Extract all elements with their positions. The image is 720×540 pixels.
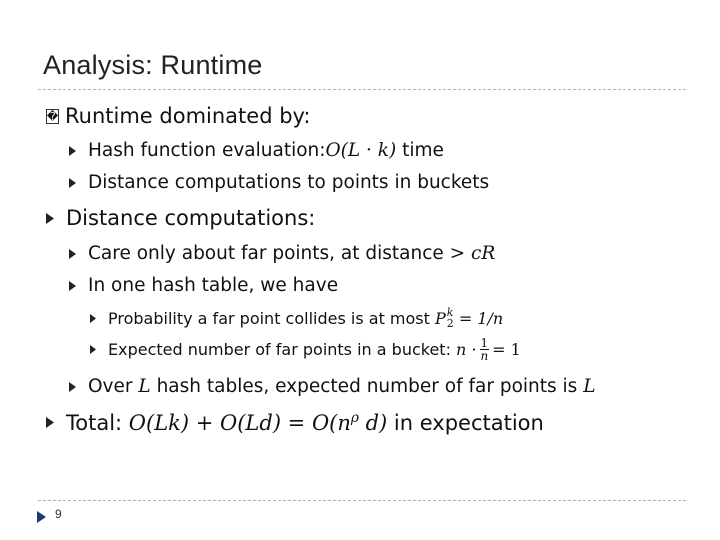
bullet-runtime-dominated xyxy=(46,104,311,128)
triangle-bullet-icon xyxy=(66,281,78,291)
bullet-text: In one hash table, we have xyxy=(88,275,339,296)
bullet-text: Hash function evaluation: xyxy=(88,140,326,161)
bullet-text: Probability a far point collides is at most xyxy=(108,308,435,328)
triangle-bullet-icon xyxy=(66,178,78,188)
triangle-bullet-icon xyxy=(66,249,78,259)
math-expression: > cR xyxy=(449,243,496,264)
footer-divider xyxy=(38,500,686,501)
math-expression: $O(Lk) + O(Ld) = O(n^\rho$ d) xyxy=(128,410,388,435)
bullet-text: Expected number of far points in a bucket: xyxy=(108,340,457,359)
math-expression: O(L · k) xyxy=(325,140,397,161)
math-expression: P k 2 = 1/n xyxy=(435,306,504,330)
bullet-text: Runtime dominated by: xyxy=(65,104,311,128)
math-variable: L xyxy=(138,376,151,397)
bullet-text: Distance computations to points in buckets xyxy=(88,172,490,193)
bullet-care-far-points xyxy=(66,243,495,264)
math-expression: n · $\frac{1}{n}$ = 1 xyxy=(456,336,521,363)
bullet-distance-buckets xyxy=(66,172,489,193)
fraction: $\frac{1}{n}$ xyxy=(480,336,489,363)
triangle-bullet-icon xyxy=(88,314,98,323)
title-divider xyxy=(38,89,686,90)
footer-triangle-icon xyxy=(37,508,46,527)
math-variable: L xyxy=(583,376,596,397)
bullet-expected-far-points xyxy=(88,337,521,362)
bullet-text: Total: xyxy=(66,410,129,435)
bullet-text: hash tables, expected number of far points is xyxy=(150,376,584,397)
triangle-bullet-icon xyxy=(44,213,56,224)
bullet-hash-evaluation xyxy=(66,140,444,161)
bullet-text: Distance computations: xyxy=(66,206,316,230)
triangle-bullet-icon xyxy=(66,146,78,156)
bullet-one-hash-table xyxy=(66,275,338,296)
bullet-total xyxy=(44,410,544,435)
slide-title: Analysis: Runtime xyxy=(43,50,263,80)
missing-glyph-icon: � xyxy=(46,109,59,123)
bullet-text: Over xyxy=(88,376,139,397)
page-number: 9 xyxy=(55,507,62,521)
bullet-text-suffix: in expectation xyxy=(387,410,544,435)
bullet-distance-computations xyxy=(44,206,315,230)
bullet-text: Care only about far points, at distance xyxy=(88,243,450,264)
triangle-bullet-icon xyxy=(44,417,56,428)
bullet-text-suffix: time xyxy=(396,140,444,161)
bullet-over-hash-tables xyxy=(66,376,595,397)
triangle-bullet-icon xyxy=(66,382,78,392)
triangle-bullet-icon xyxy=(88,345,98,354)
bullet-collision-probability xyxy=(88,307,503,329)
